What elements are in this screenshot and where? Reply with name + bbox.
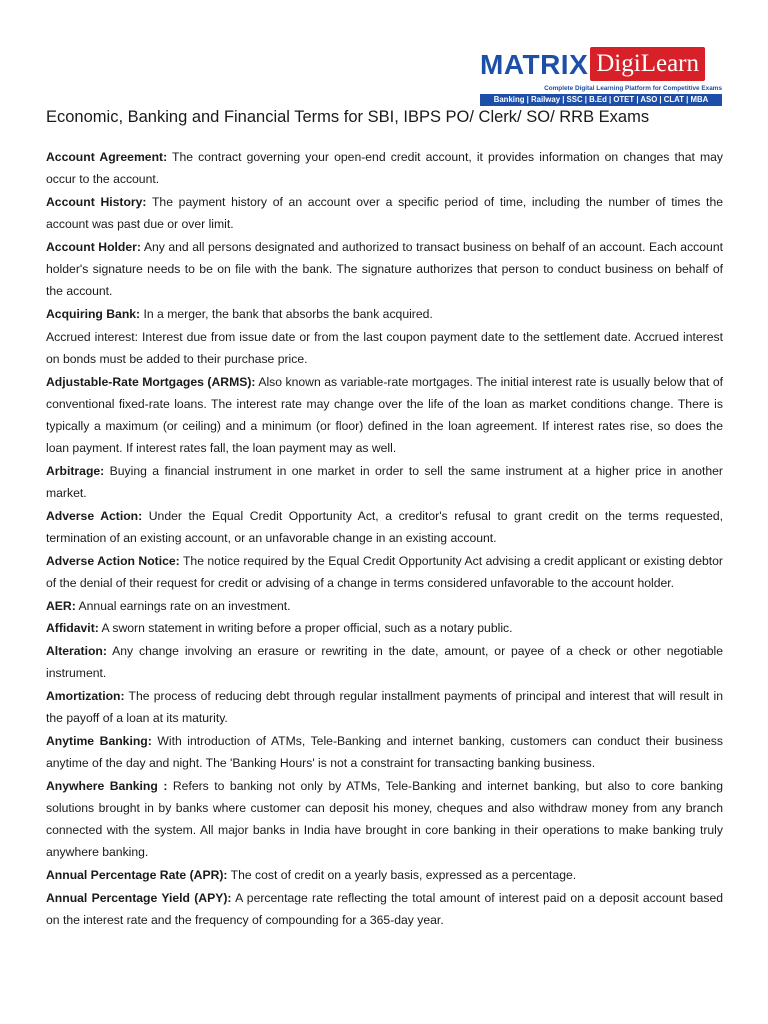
term-entry [46, 730, 723, 774]
term-entry [46, 371, 723, 460]
term-entry [46, 236, 723, 303]
term-entry [46, 864, 723, 886]
term-name: Adjustable-Rate Mortgages (ARMS): [46, 374, 256, 389]
term-entry [46, 685, 723, 729]
term-entry [46, 617, 723, 639]
logo-wordmark [480, 47, 722, 83]
term-entry [46, 326, 723, 370]
term-entry [46, 191, 723, 235]
term-name: AER: [46, 598, 76, 613]
logo-product: DigiLearn [590, 47, 705, 81]
term-name: Anywhere Banking : [46, 778, 168, 793]
term-definition: The payment history of an account over a specific period of time, including the number of times the account was past due or over limit. [46, 194, 724, 232]
term-name: Account Holder: [46, 239, 141, 254]
term-entry [46, 505, 723, 549]
term-entry [46, 595, 723, 617]
term-entry [46, 550, 723, 594]
term-definition: The notice required by the Equal Credit Opportunity Act advising a credit applicant or existing debtor of the denial of their request for credit or advising of a change in terms considered unfavorable to the account holder. [46, 553, 723, 590]
term-definition: Annual earnings rate on an investment. [75, 598, 291, 613]
term-definition: Refers to banking not only by ATMs, Tele-Banking and internet banking, but also to core banking solutions brought in by banks where customer can deposit his money, cheques and also withdraw money from any branch connected with the system. All major banks in India have brought in core banking in their operations to make banking truly anywhere banking. [46, 778, 723, 860]
term-name: Amortization: [46, 688, 125, 703]
term-definition: The contract governing your open-end credit account, it provides information on changes that may occur to the account. [46, 150, 723, 187]
document-title: Economic, Banking and Financial Terms for SBI, IBPS PO/ Clerk/ SO/ RRB Exams [46, 108, 650, 126]
term-name: Adverse Action Notice: [46, 553, 180, 568]
term-name: Account Agreement: [46, 150, 168, 164]
term-definition: The cost of credit on a yearly basis, expressed as a percentage. [227, 868, 577, 882]
term-definition: With introduction of ATMs, Tele-Banking and internet banking, customers can conduct their business anytime of the day and night. The 'Banking Hours' is not a constraint for transacting banking business. [46, 733, 723, 770]
term-definition: A sworn statement in writing before a proper official, such as a notary public. [98, 621, 513, 636]
term-name: Acquiring Bank: [46, 306, 141, 321]
term-definition: A percentage rate reflecting the total amount of interest paid on a deposit account based on the interest rate and the frequency of compounding for a 365-day year. [46, 890, 724, 927]
term-name: Annual Percentage Yield (APY): [46, 890, 232, 905]
logo-tagline: Complete Digital Learning Platform for Competitive Exams [544, 85, 722, 92]
term-entry [46, 640, 723, 684]
term-definition: The process of reducing debt through regular installment payments of principal and interest that will result in the payoff of a loan at its maturity. [46, 688, 723, 726]
term-definition: Any change involving an erasure or rewriting in the date, amount, or payee of a check or other negotiable instrument. [46, 643, 723, 681]
term-definition: Also known as variable-rate mortgages. The initial interest rate is usually below that of conventional fixed-rate loans. The interest rate may change over the life of the loan as market conditions change. There is typically a maximum (or ceiling) and a minimum (or floor) defined in the loan agreement. If interest rates rise, so does the loan payment. If interest rates fall, the loan payment may as well. [46, 374, 724, 456]
term-name: Annual Percentage Rate (APR): [46, 868, 228, 882]
term-name: Adverse Action: [46, 508, 143, 523]
term-definition: Buying a financial instrument in one market in order to sell the same instrument at a higher price in another market. [46, 463, 723, 501]
term-entry [46, 146, 723, 190]
term-name: Affidavit: [46, 621, 99, 636]
term-definition: Any and all persons designated and authorized to transact business on behalf of an account. Each account holder's signature needs to be on file with the bank. The signature authorizes that person to conduct business on behalf of the account. [46, 239, 723, 299]
term-entry [46, 775, 723, 864]
term-definition: Accrued interest: Interest due from issue date or from the last coupon payment date to the settlement date. Accrued interest on bonds must be added to their purchase price. [46, 329, 723, 366]
term-entry [46, 460, 723, 504]
term-definition: In a merger, the bank that absorbs the bank acquired. [140, 306, 433, 321]
terms-list [46, 146, 723, 932]
term-name: Account History: [46, 194, 147, 209]
term-entry [46, 887, 723, 931]
matrix-digilearn-logo [480, 47, 722, 106]
term-entry [46, 303, 723, 325]
term-name: Alteration: [46, 643, 107, 658]
term-name: Arbitrage: [46, 463, 105, 478]
term-definition: Under the Equal Credit Opportunity Act, a creditor's refusal to grant credit on the terms requested, termination of an existing account, or an unfavorable change in an existing account. [46, 508, 723, 545]
logo-exams-strip: Banking | Railway | SSC | B.Ed | OTET | ASO | CLAT | MBA [480, 94, 722, 106]
term-name: Anytime Banking: [46, 733, 152, 748]
logo-brand: MATRIX [480, 49, 589, 80]
